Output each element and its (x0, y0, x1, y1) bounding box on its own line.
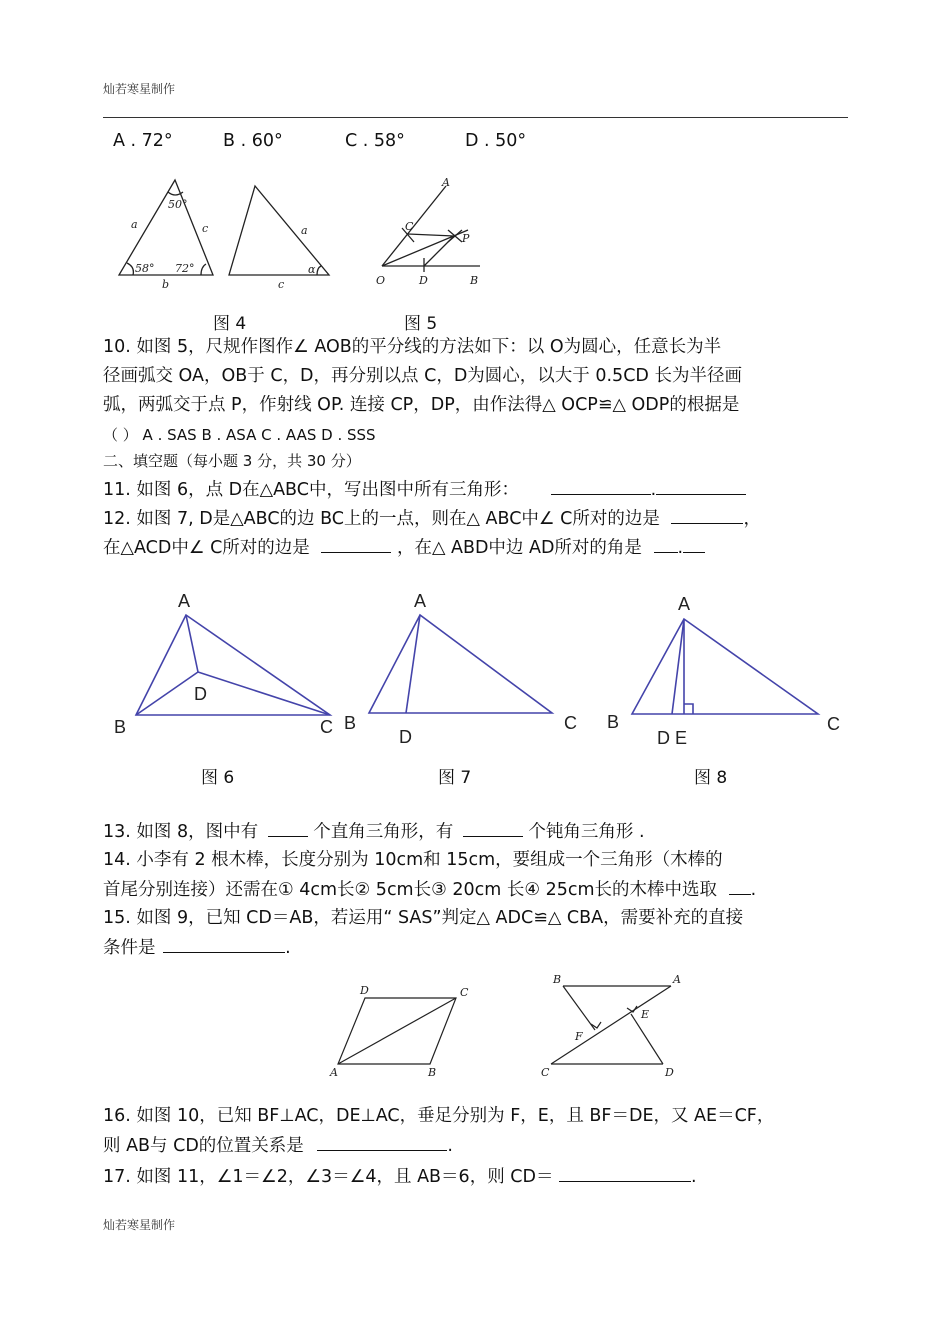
figure-4 (105, 172, 345, 302)
fig9-label-d: D (360, 984, 369, 997)
fig10-label-b: B (553, 973, 562, 986)
q10-line-3: 弧，两弧交于点 P，作射线 OP. 连接 CP，DP，由作法得△ OCP≌△ ODP的根据是 (103, 395, 740, 415)
figure-7 (340, 585, 590, 745)
fig7-label-a: A (414, 591, 427, 611)
fig4-angle-left: 58° (135, 262, 155, 275)
q17-text: 17. 如图 11，∠1＝∠2，∠3＝∠4，且 AB＝6，则 CD＝ (103, 1167, 554, 1187)
fig4-side-a: a (131, 218, 138, 231)
fig6-caption: 图 6 (201, 768, 235, 788)
fig10-label-c: C (541, 1066, 550, 1079)
figure-10 (535, 968, 695, 1078)
page-header: 灿若寒星制作 (103, 82, 176, 96)
fig5-label-c: C (405, 220, 414, 233)
q12-blank-4 (683, 536, 705, 553)
fig10-label-d: D (665, 1066, 674, 1079)
q14-line-2 (103, 878, 756, 901)
q9-option-d: D . 50° (465, 131, 527, 151)
fig6-label-a: A (178, 591, 191, 611)
q12-blank-3 (654, 536, 678, 553)
fig7-label-d: D (399, 727, 412, 747)
q12-blank-2 (321, 536, 391, 553)
fig5-label-b: B (470, 274, 479, 287)
fig4-angle-right: 72° (175, 262, 195, 275)
fig8-label-c: C (827, 714, 840, 734)
q13-text-c: 个钝角三角形 . (528, 822, 645, 842)
q10-line-2: 径画弧交 OA，OB于 C，D，再分别以点 C，D为圆心，以大于 0.5CD 长为半径画 (103, 366, 742, 386)
q16-dot: . (447, 1136, 453, 1156)
q10-line-1: 10. 如图 5，尺规作图作∠ AOB的平分线的方法如下：以 O为圆心，任意长为半 (103, 337, 722, 357)
q15-line-1: 15. 如图 9，已知 CD＝AB，若运用“ SAS”判定△ ADC≌△ CBA，需要补充的直接 (103, 908, 744, 928)
q16-line-1: 16. 如图 10，已知 BF⊥AC，DE⊥AC，垂足分别为 F，E，且 BF＝DE，又 AE＝CF， (103, 1106, 775, 1126)
fig8-label-de: D E (657, 728, 688, 748)
q9-option-b: B . 60° (223, 131, 283, 151)
q12-line2a-text: 在△ACD中∠ C所对的边是 (103, 538, 310, 558)
fig6-triangle-abc (136, 615, 330, 715)
q12-line-1 (103, 507, 761, 530)
q12-line2b-text: ，在△ ABD中边 AD所对的角是 (396, 538, 642, 558)
q11-blank-1 (551, 478, 651, 495)
q14-line2-text: 首尾分别连接）还需在① 4cm长② 5cm长③ 20cm 长④ 25cm长的木棒中选取 (103, 880, 718, 900)
fig5-label-p: P (462, 232, 470, 245)
fig7-triangle-abc (369, 615, 552, 713)
q11 (103, 478, 746, 501)
q11-dot: . (650, 480, 657, 500)
fig8-label-a: A (678, 594, 691, 614)
q17-dot: . (691, 1167, 697, 1187)
fig4-angle-top: 50° (168, 198, 188, 211)
fig4-t2-side-c: c (278, 278, 285, 291)
q11-text: 11. 如图 6，点 D在△ABC中，写出图中所有三角形： (103, 480, 519, 500)
q15-dot: . (285, 938, 291, 958)
q17 (103, 1165, 697, 1188)
fig10-label-e: E (641, 1008, 650, 1021)
fig7-label-c: C (564, 713, 577, 733)
q9-option-c: C . 58° (345, 131, 405, 151)
fig10-label-f: F (575, 1030, 583, 1043)
q10-line-4: （ ） A . SAS B . ASA C . AAS D . SSS (103, 426, 376, 444)
fig9-diagonal-ac (338, 998, 456, 1064)
q17-blank (559, 1165, 691, 1182)
q11-blank-2 (656, 478, 746, 495)
fig10-line-ca (551, 986, 671, 1064)
figure-5 (370, 172, 500, 297)
q15-line2-text: 条件是 (103, 938, 156, 958)
fig4-triangle-2 (229, 186, 329, 275)
fig4-t2-angle: α (308, 263, 316, 276)
fig4-side-c: c (202, 222, 209, 235)
q16-line2-text: 则 AB与 CD的位置关系是 (103, 1136, 304, 1156)
fig7-label-b: B (344, 713, 357, 733)
figure-8 (600, 585, 850, 748)
figure-6 (100, 585, 360, 745)
q13-blank-2 (463, 820, 523, 837)
fig5-caption: 图 5 (404, 314, 438, 334)
fig5-label-a: A (442, 176, 450, 189)
q12-line2-tail: . (677, 538, 684, 558)
q9-option-a: A . 72° (113, 131, 173, 151)
fig5-label-d: D (419, 274, 428, 287)
fig5-label-o: O (376, 274, 386, 287)
fig7-caption: 图 7 (438, 768, 472, 788)
q14-dot: . (750, 880, 757, 900)
q16-line-2 (103, 1134, 453, 1157)
fig4-side-b: b (162, 278, 170, 291)
fig8-label-b: B (607, 712, 620, 732)
figure-9 (320, 980, 480, 1080)
q14-blank (729, 878, 751, 895)
q15-line-2 (103, 936, 291, 959)
fig6-label-b: B (114, 717, 127, 737)
page-footer: 灿若寒星制作 (103, 1218, 176, 1232)
fig10-label-a: A (673, 973, 681, 986)
q12-line-2 (103, 536, 705, 559)
fig4-t2-side-a: a (301, 224, 308, 237)
q13 (103, 820, 645, 843)
q12-blank-1 (671, 507, 743, 524)
fig9-label-b: B (428, 1066, 437, 1079)
fig9-label-c: C (460, 986, 469, 999)
fig8-caption: 图 8 (694, 768, 728, 788)
section-2-title: 二、填空题（每小题 3 分，共 30 分） (103, 452, 361, 470)
fig6-label-c: C (320, 717, 333, 737)
header-rule (103, 117, 848, 118)
q13-text-b: 个直角三角形，有 (313, 822, 454, 842)
q16-blank (317, 1134, 447, 1151)
q13-text-a: 13. 如图 8，图中有 (103, 822, 259, 842)
q13-blank-1 (268, 820, 308, 837)
q15-blank (163, 936, 285, 953)
fig8-triangle-abc (632, 619, 818, 714)
fig6-label-d: D (194, 684, 207, 704)
q12-line1-text: 12. 如图 7, D是△ABC的边 BC上的一点，则在△ ABC中∠ C所对的边是 (103, 509, 660, 529)
q12-line1-tail: ， (743, 509, 761, 529)
fig4-caption: 图 4 (213, 314, 247, 334)
q14-line-1: 14. 小李有 2 根木棒，长度分别为 10cm和 15cm，要组成一个三角形（木棒的 (103, 850, 723, 870)
fig9-label-a: A (330, 1066, 338, 1079)
